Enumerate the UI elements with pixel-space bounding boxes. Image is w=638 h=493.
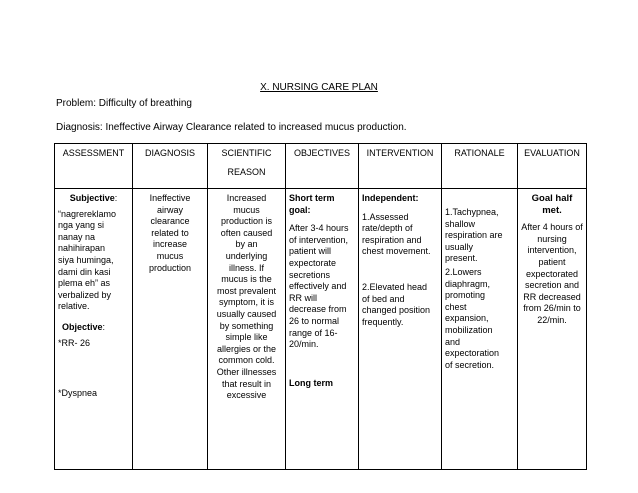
text-line: 22/min. <box>537 314 567 325</box>
text-line: expectoration <box>445 348 500 359</box>
text-line: usually caused <box>216 308 277 319</box>
text-line: production is <box>220 216 273 227</box>
nursing-care-plan-table <box>54 143 587 470</box>
text-line: allergies or the <box>216 343 277 354</box>
text-line: related to <box>151 227 189 238</box>
header-objectives: OBJECTIVES <box>286 144 359 189</box>
text-line: 2.Elevated head <box>362 281 428 292</box>
text-line: underlying <box>225 250 268 261</box>
subjective-label: Subjective <box>69 193 115 203</box>
text-line: mucus <box>233 204 260 215</box>
text-line: often caused <box>220 227 273 238</box>
text-line: secretion and <box>524 280 580 291</box>
text-line: from 26/min to <box>523 303 581 314</box>
text-line: patient <box>538 256 566 267</box>
header-scientific: SCIENTIFIC <box>221 148 272 158</box>
text-line: of intervention, <box>289 234 349 245</box>
evaluation-text <box>521 222 583 326</box>
text-line: changed position <box>362 305 431 316</box>
text-line: of secretion. <box>445 359 495 370</box>
objective-heading: Objective: <box>62 321 106 332</box>
header-diagnosis: DIAGNOSIS <box>133 144 208 189</box>
text-line: symptom, it is <box>218 297 274 308</box>
text-line: increase <box>152 239 188 250</box>
text-line: Increased <box>226 193 267 203</box>
text-line: illness. If <box>228 262 264 273</box>
text-line: clearance <box>150 216 190 227</box>
text-line: nahihirapan <box>58 243 106 254</box>
text-line: RR will <box>289 292 317 303</box>
text-line: rate/depth of <box>362 223 413 234</box>
text-line: “nagrereklamo <box>58 208 117 219</box>
short-term-goal-text <box>289 223 355 351</box>
text-line: expectorated <box>525 268 579 279</box>
header-reason: REASON <box>227 167 266 177</box>
text-line: secretions <box>289 269 331 280</box>
diagnosis-text <box>133 189 207 274</box>
text-line: that result in <box>221 378 272 389</box>
short-term-goal-label <box>289 193 355 216</box>
header-scientific-reason <box>208 144 286 189</box>
text-line: present. <box>445 253 478 264</box>
text-line: airway <box>156 204 183 215</box>
evaluation-label: Goal half met. <box>531 193 573 216</box>
table-row <box>55 189 587 470</box>
independent-label: Independent: <box>362 193 419 203</box>
text-line: Other illnesses <box>216 366 277 377</box>
page-title: X. NURSING CARE PLAN <box>260 82 378 93</box>
header-assessment: ASSESSMENT <box>55 144 133 189</box>
text-line: excessive <box>226 390 267 401</box>
text-line: plema eh” as <box>58 278 111 289</box>
header-evaluation: EVALUATION <box>518 144 587 189</box>
rationale-item-1 <box>445 207 514 265</box>
text-line: 26 to normal <box>289 315 340 326</box>
text-line: common cold. <box>218 355 275 366</box>
text-line: nursing <box>537 233 567 244</box>
text-line: production <box>148 262 192 273</box>
text-line: nga yang si <box>58 220 105 231</box>
rationale-cell <box>442 189 518 470</box>
text-line: 1.Tachypnea, <box>445 207 499 217</box>
text-line: by something <box>219 320 274 331</box>
text-line: nanay na <box>58 231 96 242</box>
text-line: and <box>445 336 461 347</box>
text-line: mucus is the <box>221 274 272 285</box>
text-line: of bed and <box>362 293 405 304</box>
text-line: After 3-4 hours <box>289 223 349 234</box>
text-line: 1.Assessed <box>362 211 409 222</box>
text-line: respiration are <box>445 230 503 241</box>
diagnosis-cell <box>133 189 208 470</box>
intervention-item-1 <box>362 212 438 258</box>
table-header-row <box>55 144 587 189</box>
text-line: decrease from <box>289 304 347 315</box>
text-line: chest movement. <box>362 246 431 257</box>
text-line: most prevalent <box>216 285 277 296</box>
problem-statement: Problem: Difficulty of breathing <box>56 98 192 109</box>
header-rationale: RATIONALE <box>442 144 518 189</box>
respiratory-rate: *RR- 26 <box>58 337 91 348</box>
scientific-reason-cell <box>208 189 286 470</box>
text-line: respiration and <box>362 234 422 245</box>
text-line: dami din kasi <box>58 266 111 277</box>
subjective-heading: Subjective: <box>69 193 118 203</box>
text-line: mobilization <box>445 324 493 335</box>
text-line: siya huminga, <box>58 254 114 265</box>
text-line: by an <box>235 239 258 250</box>
rationale-item-2 <box>445 267 514 371</box>
text-line: effectively and <box>289 281 347 292</box>
objectives-cell <box>286 189 359 470</box>
dyspnea: *Dyspnea <box>58 388 98 399</box>
text-line: chest <box>445 301 467 312</box>
text-line: verbalized by <box>58 289 112 300</box>
objective-label: Objective <box>62 321 103 332</box>
intervention-cell <box>359 189 442 470</box>
text-line: relative. <box>58 301 90 312</box>
text-line: 20/min. <box>289 339 319 350</box>
text-line: patient will <box>289 246 332 257</box>
text-line: goal: <box>289 204 311 215</box>
text-line: diaphragm, <box>445 278 491 289</box>
assessment-cell <box>55 189 133 470</box>
diagnosis-statement: Diagnosis: Ineffective Airway Clearance related to increased mucus production. <box>56 122 407 133</box>
text-line: expansion, <box>445 313 489 324</box>
evaluation-cell <box>518 189 587 470</box>
text-line: promoting <box>445 290 486 301</box>
text-line: frequently. <box>362 316 404 327</box>
text-line: mucus <box>156 250 184 261</box>
text-line: Short term <box>289 193 335 203</box>
text-line: RR decreased <box>523 291 581 302</box>
text-line: 2.Lowers <box>445 266 482 277</box>
text-line: After 4 hours of <box>521 222 583 233</box>
header-intervention: INTERVENTION <box>359 144 442 189</box>
long-term-goal-label: Long term <box>289 377 333 388</box>
text-line: shallow <box>445 218 476 229</box>
text-line: range of 16- <box>289 327 338 338</box>
text-line: Ineffective <box>149 193 191 203</box>
text-line: expectorate <box>289 257 337 268</box>
intervention-item-2 <box>362 282 438 328</box>
scientific-reason-text <box>208 189 285 402</box>
text-line: simple like <box>225 332 268 343</box>
text-line: intervention, <box>527 245 577 256</box>
text-line: usually <box>445 241 474 252</box>
subjective-text <box>58 209 129 313</box>
